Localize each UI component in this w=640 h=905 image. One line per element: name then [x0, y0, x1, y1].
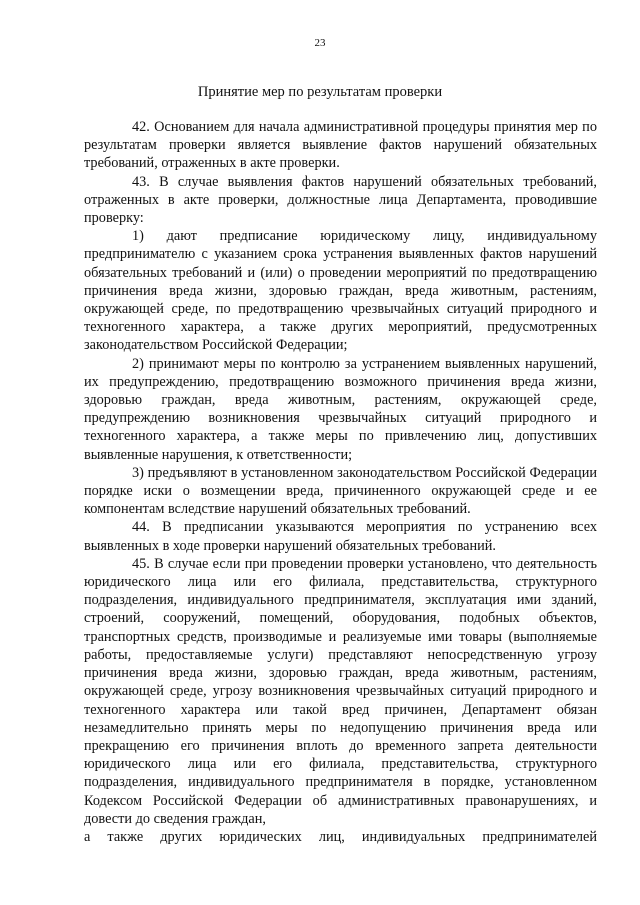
section-title: Принятие мер по результатам проверки [197, 84, 443, 100]
paragraph-43-item-2: 2) принимают меры по контролю за устранением выявленных нарушений, их предупреждению, предотвращению возможного причинения вреда жизни, здоровью граждан, вреда животным, растениям, окружающей среде, предупреждению возникновения чрезвычайных ситуаций природного и техногенного характера, а также меры по привлечению лиц, допустивших выявленные нарушения, к ответственности; [84, 355, 597, 463]
paragraph-45-continuation: а также других юридических лиц, индивидуальных предпринимателей [84, 828, 597, 845]
paragraph-43: 43. В случае выявления фактов нарушений обязательных требований, отраженных в акте проверки, должностные лица Департамента, проводившие проверку: [84, 173, 597, 227]
body-text [84, 118, 597, 846]
page-number: 23 [314, 37, 326, 49]
paragraph-43-item-1: 1) дают предписание юридическому лицу, индивидуальному предпринимателю с указанием срока устранения выявленных фактов нарушений обязательных требований и (или) о проведении мероприятий по предотвращению причинения вреда жизни, здоровью граждан, вреда животным, растениям, окружающей среде, по предотвращению чрезвычайных ситуаций природного и техногенного характера, а также других мероприятий, предусмотренных законодательством Российской Федерации; [84, 228, 597, 354]
paragraph-45: 45. В случае если при проведении проверки установлено, что деятельность юридического лица или его филиала, представительства, структурного подразделения, индивидуального предпринимателя, эксплуатация ими зданий, строений, сооружений, помещений, оборудования, подобных объектов, транспортных средств, производимые и реализуемые ими товары (выполняемые работы, предоставляемые услуги) представляют непосредственную угрозу причинения вреда жизни, здоровью граждан, вреда животным, растениям, окружающей среде, угрозу возникновения чрезвычайных ситуаций природного и техногенного характера или такой вред причинен, Департамент обязан незамедлительно принять меры по недопущению причинения вреда или прекращению его причинения вплоть до временного запрета деятельности юридического лица или его филиала, представительства, структурного подразделения, индивидуального предпринимателя в порядке, установленном Кодексом Российской Федерации об административных правонарушениях, и довести до сведения граждан, [84, 555, 597, 827]
paragraph-42: 42. Основанием для начала административной процедуры принятия мер по результатам проверки является выявление фактов нарушений обязательных требований, отраженных в акте проверки. [84, 119, 597, 172]
paragraph-44: 44. В предписании указываются мероприятия по устранению всех выявленных в ходе проверки нарушений обязательных требований. [84, 519, 597, 554]
paragraph-43-item-3: 3) предъявляют в установленном законодательством Российской Федерации порядке иски о возмещении вреда, причиненного окружающей среде и ее компонентам вследствие нарушений обязательных требований. [84, 464, 597, 518]
